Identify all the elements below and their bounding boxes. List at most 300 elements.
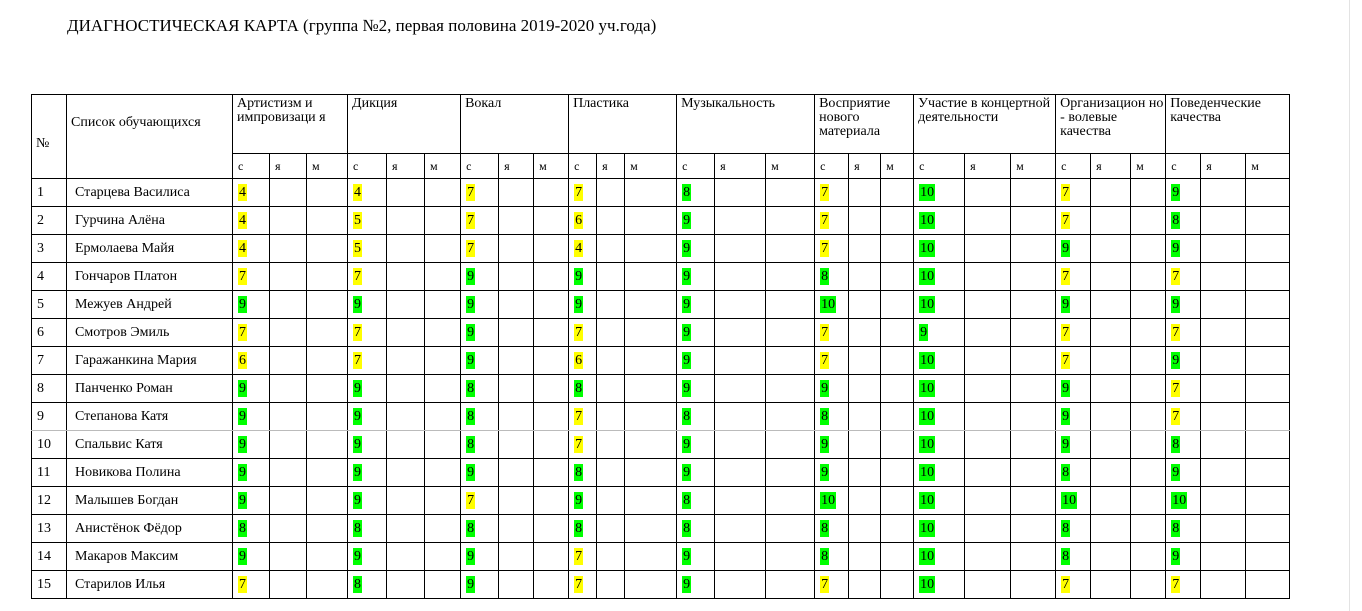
subheader-m: м (1246, 154, 1290, 179)
score-cell (1166, 543, 1201, 571)
score-cell (569, 235, 597, 263)
score-value: 7 (1062, 185, 1070, 200)
empty-cell (766, 459, 815, 487)
empty-cell (387, 291, 425, 319)
score-cell (348, 179, 387, 207)
score-cell (233, 459, 270, 487)
score-value: 9 (920, 325, 928, 340)
empty-cell (1091, 319, 1131, 347)
score-value: 6 (239, 353, 246, 368)
empty-cell (307, 487, 348, 515)
score-cell (233, 487, 270, 515)
score-value: 7 (1172, 269, 1180, 284)
score-value: 9 (1172, 353, 1180, 368)
empty-cell (387, 459, 425, 487)
empty-cell (965, 543, 1011, 571)
empty-cell (1091, 459, 1131, 487)
score-cell (914, 319, 965, 347)
empty-cell (965, 263, 1011, 291)
score-cell (1056, 543, 1091, 571)
empty-cell (965, 571, 1011, 599)
empty-cell (270, 459, 307, 487)
empty-cell (499, 347, 534, 375)
score-cell (677, 347, 715, 375)
row-number: 12 (32, 487, 67, 515)
empty-cell (425, 375, 461, 403)
row-number: 13 (32, 515, 67, 543)
score-cell (1166, 347, 1201, 375)
score-value: 9 (239, 465, 246, 480)
empty-cell (1246, 291, 1290, 319)
empty-cell (499, 263, 534, 291)
score-cell (815, 291, 849, 319)
score-value: 7 (239, 325, 246, 340)
score-cell (1056, 207, 1091, 235)
header-criterion: Музыкальность (677, 95, 815, 154)
subheader-ya: я (1091, 154, 1131, 179)
empty-cell (425, 347, 461, 375)
empty-cell (425, 543, 461, 571)
score-cell (914, 263, 965, 291)
empty-cell (307, 235, 348, 263)
score-cell (1166, 459, 1201, 487)
score-cell (461, 459, 499, 487)
score-cell (914, 235, 965, 263)
empty-cell (307, 431, 348, 459)
table-row (32, 319, 1290, 347)
score-cell (914, 487, 965, 515)
empty-cell (499, 207, 534, 235)
empty-cell (499, 235, 534, 263)
empty-cell (534, 179, 569, 207)
empty-cell (1131, 543, 1166, 571)
score-cell (1056, 515, 1091, 543)
empty-cell (1201, 487, 1246, 515)
empty-cell (1131, 347, 1166, 375)
empty-cell (715, 207, 766, 235)
empty-cell (715, 459, 766, 487)
empty-cell (1131, 431, 1166, 459)
score-cell (569, 431, 597, 459)
score-value: 9 (575, 297, 583, 312)
score-value: 9 (467, 269, 475, 284)
score-cell (233, 235, 270, 263)
score-cell (233, 403, 270, 431)
score-cell (461, 319, 499, 347)
score-value: 8 (1062, 465, 1070, 480)
empty-cell (715, 263, 766, 291)
table-row (32, 179, 1290, 207)
score-value: 10 (1062, 493, 1077, 508)
empty-cell (499, 543, 534, 571)
score-value: 7 (575, 549, 583, 564)
score-cell (461, 179, 499, 207)
header-criterion: Артистизм и импровизаци я (233, 95, 348, 154)
empty-cell (1201, 571, 1246, 599)
empty-cell (625, 347, 677, 375)
score-cell (914, 459, 965, 487)
score-value: 7 (354, 353, 362, 368)
empty-cell (881, 487, 914, 515)
header-criterion: Вокал (461, 95, 569, 154)
score-value: 9 (239, 493, 246, 508)
table-row (32, 515, 1290, 543)
empty-cell (965, 319, 1011, 347)
score-value: 10 (920, 465, 935, 480)
empty-cell (425, 291, 461, 319)
subheader-m: м (425, 154, 461, 179)
score-value: 8 (821, 549, 829, 564)
score-value: 9 (575, 269, 583, 284)
empty-cell (881, 235, 914, 263)
score-value: 9 (1172, 465, 1180, 480)
score-value: 4 (239, 213, 246, 228)
score-value: 7 (467, 185, 475, 200)
score-value: 9 (683, 297, 691, 312)
score-cell (815, 347, 849, 375)
empty-cell (307, 403, 348, 431)
empty-cell (881, 319, 914, 347)
subheader-m: м (1131, 154, 1166, 179)
score-value: 9 (467, 465, 475, 480)
empty-cell (270, 263, 307, 291)
empty-cell (715, 319, 766, 347)
empty-cell (965, 431, 1011, 459)
empty-cell (766, 571, 815, 599)
empty-cell (270, 291, 307, 319)
empty-cell (1201, 347, 1246, 375)
score-value: 8 (821, 409, 829, 424)
score-cell (569, 263, 597, 291)
student-name: Смотров Эмиль (67, 319, 233, 347)
empty-cell (1246, 319, 1290, 347)
score-value: 9 (575, 493, 583, 508)
score-value: 9 (683, 381, 691, 396)
subheader-ya: я (499, 154, 534, 179)
score-value: 8 (821, 269, 829, 284)
empty-cell (849, 263, 881, 291)
empty-cell (597, 515, 625, 543)
score-cell (1166, 291, 1201, 319)
score-value: 9 (467, 325, 475, 340)
score-cell (914, 515, 965, 543)
score-cell (815, 319, 849, 347)
score-cell (233, 207, 270, 235)
student-name: Гурчина Алёна (67, 207, 233, 235)
student-name: Макаров Максим (67, 543, 233, 571)
empty-cell (881, 263, 914, 291)
subheader-s: с (815, 154, 849, 179)
empty-cell (1011, 291, 1056, 319)
score-cell (348, 543, 387, 571)
score-cell (569, 515, 597, 543)
row-number: 10 (32, 431, 67, 459)
empty-cell (625, 487, 677, 515)
score-value: 9 (1172, 241, 1180, 256)
subheader-m: м (1011, 154, 1056, 179)
empty-cell (715, 347, 766, 375)
score-value: 9 (239, 549, 246, 564)
empty-cell (1011, 431, 1056, 459)
score-value: 8 (354, 521, 362, 536)
empty-cell (1011, 515, 1056, 543)
score-value: 9 (1172, 549, 1180, 564)
empty-cell (387, 207, 425, 235)
score-cell (348, 403, 387, 431)
score-cell (1056, 263, 1091, 291)
empty-cell (766, 347, 815, 375)
empty-cell (849, 543, 881, 571)
empty-cell (625, 403, 677, 431)
score-cell (348, 487, 387, 515)
empty-cell (625, 235, 677, 263)
score-cell (569, 179, 597, 207)
row-number: 9 (32, 403, 67, 431)
student-name: Степанова Катя (67, 403, 233, 431)
empty-cell (270, 543, 307, 571)
table-row (32, 431, 1290, 459)
empty-cell (1011, 543, 1056, 571)
score-cell (461, 291, 499, 319)
header-criterion: Организацион но - волевые качества (1056, 95, 1166, 154)
empty-cell (597, 403, 625, 431)
empty-cell (881, 291, 914, 319)
empty-cell (1201, 403, 1246, 431)
empty-cell (270, 487, 307, 515)
score-value: 10 (920, 213, 935, 228)
empty-cell (965, 403, 1011, 431)
empty-cell (965, 207, 1011, 235)
empty-cell (1201, 459, 1246, 487)
score-value: 6 (575, 213, 583, 228)
empty-cell (597, 319, 625, 347)
score-cell (677, 179, 715, 207)
header-criterion: Пластика (569, 95, 677, 154)
empty-cell (387, 487, 425, 515)
empty-cell (1201, 263, 1246, 291)
score-cell (461, 403, 499, 431)
score-value: 10 (920, 493, 935, 508)
empty-cell (1246, 543, 1290, 571)
empty-cell (881, 431, 914, 459)
empty-cell (1091, 263, 1131, 291)
score-cell (348, 515, 387, 543)
empty-cell (1011, 235, 1056, 263)
score-cell (1056, 291, 1091, 319)
empty-cell (387, 263, 425, 291)
empty-cell (965, 179, 1011, 207)
empty-cell (1201, 431, 1246, 459)
subheader-m: м (881, 154, 914, 179)
header-criterion: Поведенческие качества (1166, 95, 1290, 154)
empty-cell (425, 459, 461, 487)
empty-cell (715, 291, 766, 319)
empty-cell (1201, 235, 1246, 263)
empty-cell (425, 263, 461, 291)
empty-cell (965, 459, 1011, 487)
empty-cell (534, 403, 569, 431)
empty-cell (715, 403, 766, 431)
empty-cell (965, 291, 1011, 319)
score-cell (914, 375, 965, 403)
empty-cell (1201, 375, 1246, 403)
score-cell (815, 543, 849, 571)
empty-cell (534, 459, 569, 487)
document-title: ДИАГНОСТИЧЕСКАЯ КАРТА (группа №2, первая половина 2019-2020 уч.года) (67, 16, 657, 35)
empty-cell (1091, 403, 1131, 431)
empty-cell (766, 403, 815, 431)
empty-cell (715, 543, 766, 571)
empty-cell (1131, 403, 1166, 431)
score-value: 7 (575, 409, 583, 424)
empty-cell (1011, 571, 1056, 599)
subheader-s: с (461, 154, 499, 179)
empty-cell (534, 375, 569, 403)
score-value: 9 (354, 409, 362, 424)
empty-cell (849, 403, 881, 431)
score-value: 7 (821, 213, 829, 228)
empty-cell (625, 571, 677, 599)
empty-cell (597, 543, 625, 571)
empty-cell (849, 179, 881, 207)
empty-cell (270, 571, 307, 599)
subheader-ya: я (387, 154, 425, 179)
score-value: 7 (1062, 269, 1070, 284)
empty-cell (499, 179, 534, 207)
empty-cell (425, 431, 461, 459)
score-cell (677, 431, 715, 459)
row-number: 7 (32, 347, 67, 375)
score-cell (914, 571, 965, 599)
empty-cell (1246, 487, 1290, 515)
empty-cell (534, 487, 569, 515)
empty-cell (1011, 347, 1056, 375)
empty-cell (849, 375, 881, 403)
score-cell (914, 207, 965, 235)
empty-cell (534, 291, 569, 319)
row-number: 5 (32, 291, 67, 319)
score-cell (569, 487, 597, 515)
empty-cell (849, 235, 881, 263)
score-value: 9 (239, 297, 246, 312)
table-row (32, 543, 1290, 571)
empty-cell (1201, 319, 1246, 347)
row-number: 6 (32, 319, 67, 347)
score-value: 8 (821, 521, 829, 536)
empty-cell (1011, 403, 1056, 431)
empty-cell (715, 375, 766, 403)
score-cell (1166, 263, 1201, 291)
empty-cell (270, 375, 307, 403)
empty-cell (499, 375, 534, 403)
score-value: 9 (354, 549, 362, 564)
empty-cell (499, 515, 534, 543)
score-value: 9 (354, 381, 362, 396)
header-criterion: Восприятие нового материала (815, 95, 914, 154)
score-value: 9 (467, 577, 475, 592)
score-cell (1056, 375, 1091, 403)
score-value: 10 (920, 437, 935, 452)
score-cell (569, 207, 597, 235)
score-cell (815, 179, 849, 207)
empty-cell (766, 431, 815, 459)
score-value: 5 (354, 213, 362, 228)
empty-cell (307, 263, 348, 291)
score-cell (569, 403, 597, 431)
empty-cell (1131, 515, 1166, 543)
empty-cell (766, 543, 815, 571)
score-value: 8 (354, 577, 362, 592)
score-cell (677, 375, 715, 403)
score-cell (348, 263, 387, 291)
score-value: 9 (683, 437, 691, 452)
student-name: Малышев Богдан (67, 487, 233, 515)
empty-cell (625, 207, 677, 235)
score-value: 10 (920, 241, 935, 256)
empty-cell (1131, 179, 1166, 207)
score-value: 7 (1062, 353, 1070, 368)
empty-cell (534, 515, 569, 543)
empty-cell (1131, 375, 1166, 403)
score-value: 10 (920, 549, 935, 564)
score-value: 10 (920, 269, 935, 284)
score-cell (1166, 403, 1201, 431)
empty-cell (307, 207, 348, 235)
score-value: 9 (683, 549, 691, 564)
score-cell (677, 403, 715, 431)
score-value: 9 (1062, 409, 1070, 424)
score-cell (1056, 319, 1091, 347)
empty-cell (1246, 431, 1290, 459)
empty-cell (965, 375, 1011, 403)
empty-cell (307, 515, 348, 543)
score-cell (233, 179, 270, 207)
score-cell (677, 235, 715, 263)
score-cell (914, 179, 965, 207)
student-name: Гаражанкина Мария (67, 347, 233, 375)
empty-cell (881, 347, 914, 375)
score-value: 5 (354, 241, 362, 256)
subheader-ya: я (270, 154, 307, 179)
empty-cell (625, 375, 677, 403)
subheader-s: с (569, 154, 597, 179)
score-cell (1166, 375, 1201, 403)
score-value: 7 (1062, 213, 1070, 228)
empty-cell (597, 571, 625, 599)
score-value: 8 (575, 381, 583, 396)
score-cell (569, 319, 597, 347)
table-row (32, 487, 1290, 515)
empty-cell (270, 515, 307, 543)
empty-cell (307, 543, 348, 571)
empty-cell (499, 403, 534, 431)
student-name: Старцева Василиса (67, 179, 233, 207)
score-value: 9 (239, 409, 246, 424)
score-cell (569, 571, 597, 599)
diagnostic-table (31, 94, 1290, 599)
row-number: 4 (32, 263, 67, 291)
row-number: 1 (32, 179, 67, 207)
empty-cell (1131, 319, 1166, 347)
empty-cell (1246, 571, 1290, 599)
empty-cell (307, 179, 348, 207)
score-value: 9 (1062, 297, 1070, 312)
empty-cell (849, 291, 881, 319)
empty-cell (715, 179, 766, 207)
score-cell (677, 291, 715, 319)
score-value: 7 (821, 185, 829, 200)
empty-cell (425, 571, 461, 599)
